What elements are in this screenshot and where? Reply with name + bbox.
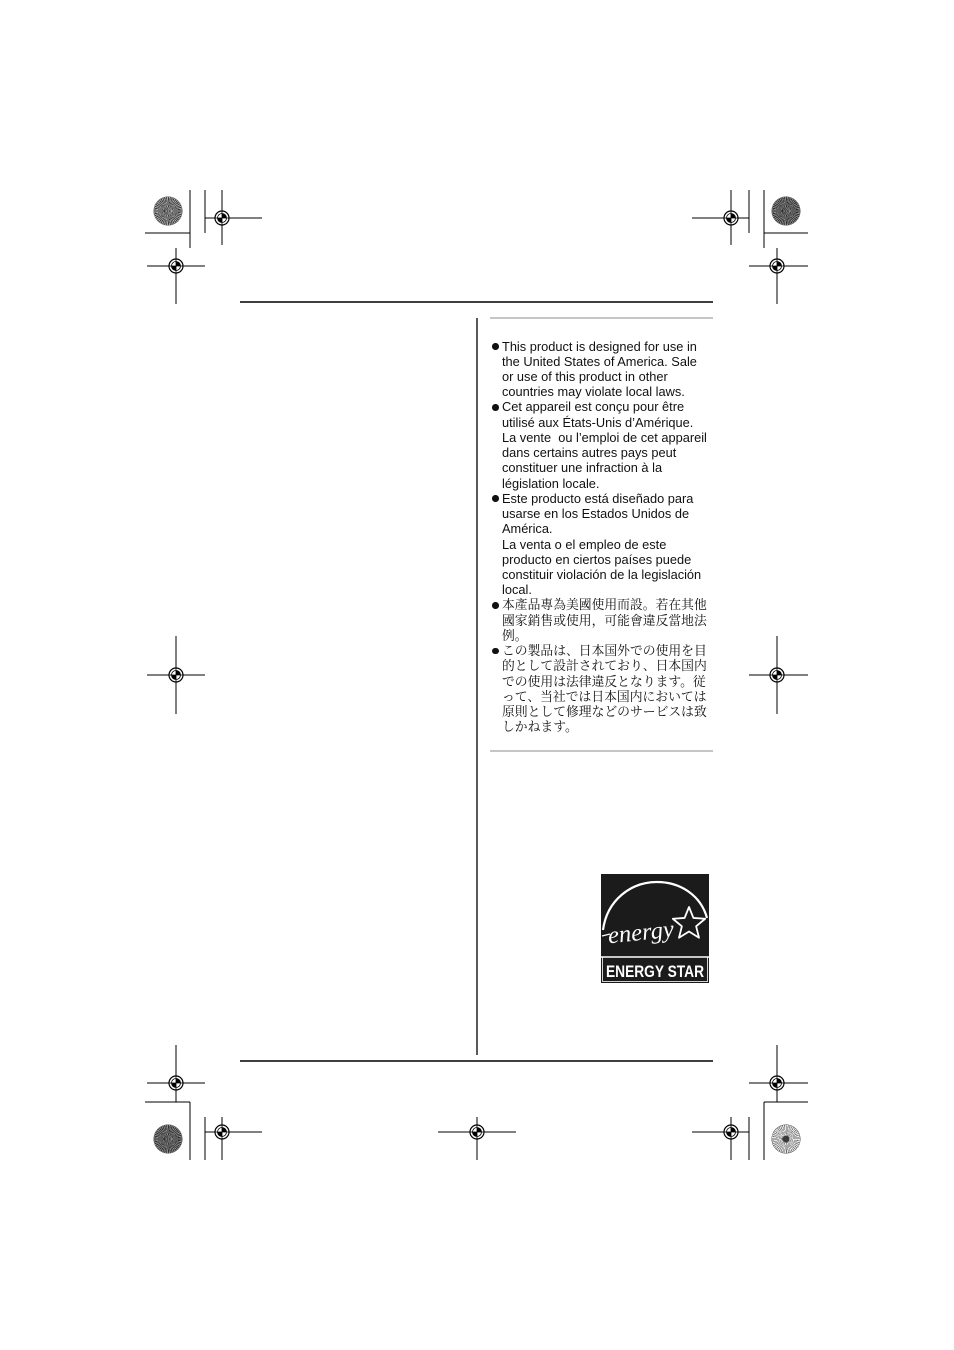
notice-line: 本產品專為美國使用而設。若在其他 [502, 597, 707, 613]
registration-target-icon [169, 668, 183, 682]
starburst-color-bar-icon [154, 1125, 182, 1153]
notice-line: って、当社では日本国内においては [502, 688, 707, 704]
notice-line: 國家銷售或使用，可能會違反當地法 [502, 612, 707, 628]
registration-target-icon [724, 1125, 738, 1139]
registration-target-icon [169, 1076, 183, 1090]
bullet-icon [492, 495, 499, 502]
bullet-icon [492, 343, 499, 350]
notice-line: législation locale. [502, 475, 600, 491]
logo-script-text: energy [606, 916, 674, 950]
usage-notice-list [490, 339, 712, 735]
notice-french [490, 399, 712, 490]
notice-line: 的として設計されており、日本国内 [502, 658, 707, 674]
notice-line: Cet appareil est conçu pour être [502, 399, 685, 415]
notice-spanish [490, 491, 712, 598]
notice-line: This product is designed for use in [502, 338, 697, 354]
notice-line: the United States of America. Sale [502, 353, 697, 369]
notice-line: での使用は法律違反となります。従 [502, 673, 706, 689]
registration-target-icon [770, 259, 784, 273]
logo-label: ENERGY STAR [606, 962, 704, 981]
notice-line: América. [502, 521, 553, 537]
notice-line: utilisé aux États-Unis d’Amérique. [502, 414, 694, 430]
starburst-color-bar-icon [772, 197, 800, 225]
registration-target-icon [470, 1125, 484, 1139]
notice-line: or use of this product in other [502, 368, 668, 384]
registration-target-icon [215, 211, 229, 225]
starburst-color-bar-icon [772, 1125, 800, 1153]
starburst-color-bar-icon [154, 197, 182, 225]
notice-line: local. [502, 582, 532, 598]
notice-line: La vente ou l’emploi de cet appareil [502, 429, 707, 445]
bullet-icon [492, 404, 499, 411]
bullet-icon [492, 648, 499, 655]
notice-japanese [490, 643, 712, 734]
notice-line: usarse en los Estados Unidos de [502, 506, 690, 522]
registration-target-icon [724, 211, 738, 225]
bullet-icon [492, 602, 499, 609]
registration-target-icon [169, 259, 183, 273]
notice-english [490, 339, 712, 400]
notice-line: 原則として修理などのサービスは致 [502, 704, 707, 720]
energy-star-logo [601, 874, 709, 983]
registration-target-icon [770, 1076, 784, 1090]
notice-chinese [490, 597, 712, 643]
notice-line: Este producto está diseñado para [502, 490, 694, 506]
registration-target-icon [770, 668, 784, 682]
notice-line: countries may violate local laws. [502, 384, 685, 400]
notice-line: constituer une infraction à la [502, 460, 663, 476]
notice-line: dans certains autres pays peut [502, 445, 677, 461]
registration-target-icon [215, 1125, 229, 1139]
notice-line: しかねます。 [502, 719, 578, 735]
notice-line: constituir violación de la legislación [502, 567, 702, 583]
notice-line: 例。 [502, 627, 528, 643]
notice-line: この製品は、日本国外での使用を目 [502, 643, 707, 659]
notice-line: La venta o el empleo de este [502, 536, 667, 552]
notice-line: producto en ciertos países puede [502, 551, 692, 567]
